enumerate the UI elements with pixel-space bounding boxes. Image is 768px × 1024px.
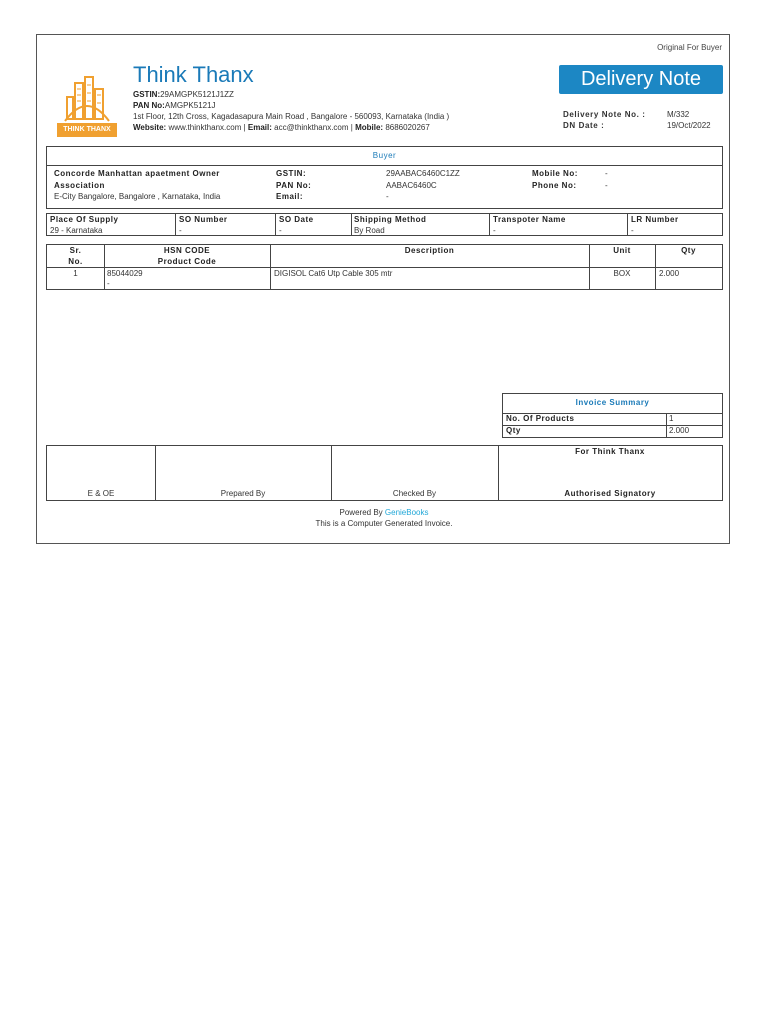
- summary-qty: 2.000: [669, 426, 690, 435]
- company-pan-label: PAN No:: [133, 101, 165, 110]
- col-header-sr: No.: [68, 257, 83, 266]
- company-gstin: 29AMGPK5121J1ZZ: [160, 90, 234, 99]
- invoice-summary: [502, 393, 723, 438]
- shipping-table: [46, 213, 723, 236]
- summary-products: 1: [669, 414, 674, 423]
- company-pan-line: [133, 101, 216, 110]
- company-pan: AMGPK5121J: [164, 101, 216, 110]
- buyer-mobile: -: [605, 169, 608, 178]
- computer-generated-note: This is a Computer Generated Invoice.: [315, 519, 453, 528]
- email-label: Email:: [247, 123, 272, 132]
- row-unit: BOX: [613, 269, 631, 278]
- summary-title: Invoice Summary: [575, 398, 650, 407]
- logo-text: THINK THANX: [63, 126, 111, 133]
- website-label: Website:: [133, 123, 167, 132]
- buyer-box: [46, 146, 723, 209]
- col-header-qty: Qty: [681, 246, 696, 255]
- shipping-header: Place Of Supply: [50, 215, 119, 224]
- company-mobile: 8686020267: [385, 123, 430, 132]
- row-hsn: 85044029: [107, 269, 143, 278]
- shipping-header: Shipping Method: [354, 215, 427, 224]
- col-header-sr: Sr.: [69, 246, 82, 255]
- authorised-signatory-label: Authorised Signatory: [564, 489, 656, 498]
- signature-table: [46, 445, 723, 501]
- delivery-note-page: [36, 34, 730, 544]
- shipping-value: -: [179, 226, 182, 235]
- company-address: 1st Floor, 12th Cross, Kagadasapura Main Road , Bangalore - 560093, Karnataka (India ): [133, 112, 450, 121]
- shipping-value: By Road: [354, 226, 385, 235]
- summary-qty-label: Qty: [506, 426, 521, 435]
- buyer-pan: AABAC6460C: [386, 181, 437, 190]
- for-company-label: For Think Thanx: [575, 447, 645, 456]
- shipping-header: LR Number: [631, 215, 679, 224]
- separator: |: [243, 123, 246, 132]
- copy-label: Original For Buyer: [657, 43, 722, 52]
- col-header-unit: Unit: [613, 246, 631, 255]
- mobile-label: Mobile:: [355, 123, 384, 132]
- buyer-address: E-City Bangalore, Bangalore , Karnataka, India: [54, 192, 221, 201]
- col-header-description: Description: [404, 246, 455, 255]
- summary-products-label: No. Of Products: [506, 414, 575, 423]
- items-table: [46, 244, 723, 290]
- buyer-gstin-label: GSTIN:: [276, 169, 307, 178]
- dn-number-label: Delivery Note No. :: [563, 110, 646, 119]
- company-email[interactable]: acc@thinkthanx.com: [274, 123, 349, 132]
- company-contact-line: [133, 123, 430, 132]
- company-website[interactable]: www.thinkthanx.com: [168, 123, 242, 132]
- row-description: DIGISOL Cat6 Utp Cable 305 mtr: [274, 269, 393, 278]
- eoe-label: E & OE: [87, 489, 115, 498]
- buyer-name-line2: Association: [54, 181, 105, 190]
- buyer-email-label: Email:: [276, 192, 304, 201]
- shipping-value: -: [279, 226, 282, 235]
- shipping-header: SO Number: [179, 215, 228, 224]
- buyer-email: -: [386, 192, 389, 201]
- row-qty: 2.000: [659, 269, 680, 278]
- powered-by-brand-link[interactable]: GenieBooks: [384, 508, 429, 517]
- dn-date: 19/Oct/2022: [667, 121, 711, 130]
- company-name: Think Thanx: [133, 62, 254, 87]
- shipping-value: 29 - Karnataka: [50, 226, 103, 235]
- buyer-pan-label: PAN No:: [276, 181, 312, 190]
- powered-by-line: [37, 508, 731, 517]
- buyer-phone-label: Phone No:: [532, 181, 577, 190]
- buyer-section-title: Buyer: [372, 151, 397, 160]
- company-gstin-label: GSTIN:: [133, 90, 161, 99]
- shipping-value: -: [493, 226, 496, 235]
- checked-by-label: Checked By: [392, 489, 437, 498]
- shipping-header: SO Date: [279, 215, 314, 224]
- row-product-code: -: [107, 279, 110, 288]
- buyer-mobile-label: Mobile No:: [532, 169, 578, 178]
- row-sr: 1: [73, 269, 78, 278]
- buyer-name-line1: Concorde Manhattan apaetment Owner: [54, 169, 220, 178]
- prepared-by-label: Prepared By: [220, 489, 266, 498]
- shipping-value: -: [631, 226, 634, 235]
- col-header-hsn: HSN CODE: [163, 246, 211, 255]
- col-header-product-code: Product Code: [157, 257, 217, 266]
- separator: |: [350, 123, 353, 132]
- powered-by-label: Powered By: [339, 508, 383, 517]
- document-title: Delivery Note: [559, 65, 723, 94]
- dn-number: M/332: [667, 110, 690, 119]
- dn-date-label: DN Date :: [563, 121, 605, 130]
- company-logo: [57, 71, 117, 137]
- buyer-gstin: 29AABAC6460C1ZZ: [386, 169, 460, 178]
- buyer-phone: -: [605, 181, 608, 190]
- shipping-header: Transpoter Name: [493, 215, 566, 224]
- company-gstin-line: [133, 90, 234, 99]
